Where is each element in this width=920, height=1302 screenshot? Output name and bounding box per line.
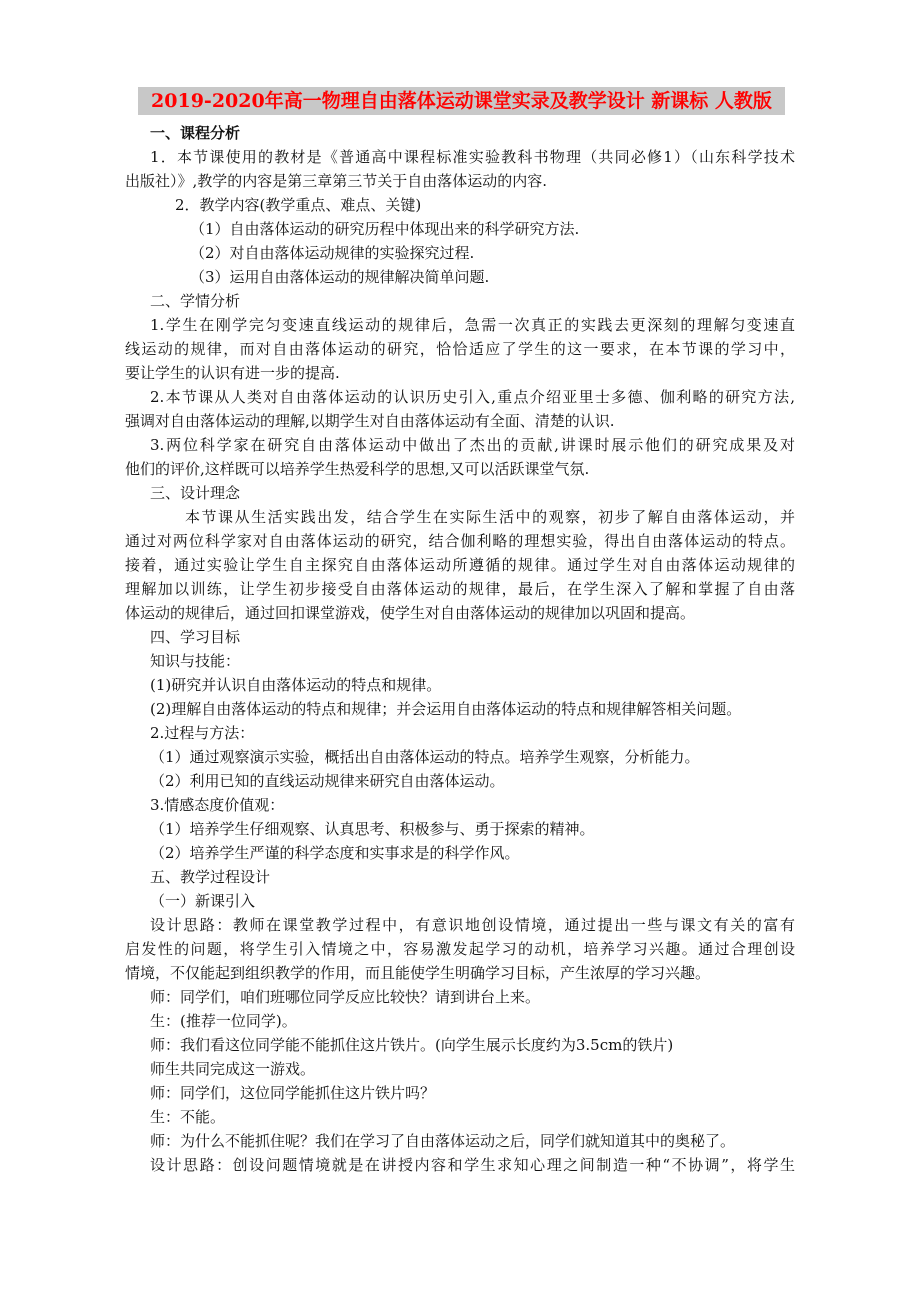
paragraph-line: 本节课从生活实践出发，结合学生在实际生活中的观察，初步了解自由落体运动，并 [185,508,795,526]
subheading: 3.情感态度价值观： [150,796,285,814]
dialogue-line: 师：为什么不能抓住呢？我们在学习了自由落体运动之后，同学们就知道其中的奥秘了。 [150,1132,736,1150]
list-item: （1）培养学生仔细观察、认真思考、积极参与、勇于探索的精神。 [150,820,595,838]
list-item: （1）自由落体运动的研究历程中体现出来的科学研究方法. [190,220,580,238]
paragraph-line: 设计思路：创设问题情境就是在讲授内容和学生求知心理之间制造一种“不协调”，将学生 [150,1156,795,1174]
document-title: 2019-2020年高一物理自由落体运动课堂实录及教学设计 新课标 人教版 [138,87,785,115]
section-heading: 四、学习目标 [150,628,241,646]
paragraph-line: 2．教学内容(教学重点、难点、关键) [175,196,422,214]
paragraph-line: 要让学生的认识有进一步的提高. [125,364,340,382]
paragraph-line: 他们的评价,这样既可以培养学生热爱科学的思想,又可以活跃课堂气氛. [125,460,590,478]
paragraph-line: 3.两位科学家在研究自由落体运动中做出了杰出的贡献,讲课时展示他们的研究成果及对 [150,436,795,454]
dialogue-line: 师：我们看这位同学能不能抓住这片铁片。(向学生展示长度约为3.5cm的铁片) [150,1036,674,1054]
section-heading: 三、设计理念 [150,484,241,502]
dialogue-line: 师：同学们，咱们班哪位同学反应比较快？请到讲台上来。 [150,988,541,1006]
paragraph-line: 接着，通过实验让学生自主探究自由落体运动所遵循的规律。通过学生对自由落体运动规律的 [125,556,795,574]
subheading: 2.过程与方法： [150,724,255,742]
paragraph-line: 强调对自由落体运动的理解,以期学生对自由落体运动有全面、清楚的认识. [125,412,615,430]
section-heading: 五、教学过程设计 [150,868,271,886]
paragraph-line: 理解加以训练，让学生初步接受自由落体运动的规律，最后，在学生深入了解和掌握了自由落 [125,580,795,598]
paragraph-line: 体运动的规律后，通过回扣课堂游戏，使学生对自由落体运动的规律加以巩固和提高。 [125,604,696,622]
list-item: （2）利用已知的直线运动规律来研究自由落体运动。 [150,772,505,790]
list-item: （1）通过观察演示实验，概括出自由落体运动的特点。培养学生观察，分析能力。 [150,748,700,766]
dialogue-line: 师生共同完成这一游戏。 [150,1060,316,1078]
list-item: (1)研究并认识自由落体运动的特点和规律。 [150,676,442,694]
list-item: （2）培养学生严谨的科学态度和实事求是的科学作风。 [150,844,520,862]
dialogue-line: 生：(推荐一位同学)。 [150,1012,297,1030]
paragraph-line: 设计思路：教师在课堂教学过程中，有意识地创设情境，通过提出一些与课文有关的富有 [150,916,795,934]
dialogue-line: 生：不能。 [150,1108,226,1126]
paragraph-line: 情境，不仅能起到组织教学的作用，而且能使学生明确学习目标，产生浓厚的学习兴趣。 [125,964,711,982]
section-heading: 二、学情分析 [150,292,241,310]
subheading: 知识与技能： [150,652,241,670]
list-item: （3）运用自由落体运动的规律解决简单问题. [190,268,490,286]
paragraph-line: 通过对两位科学家对自由落体运动的研究，结合伽利略的理想实验，得出自由落体运动的特点。 [125,532,795,550]
subheading: （一）新课引入 [150,892,256,910]
paragraph-line: 启发性的问题，将学生引入情境之中，容易激发起学习的动机，培养学习兴趣。通过合理创设 [125,940,795,958]
paragraph-line: 线运动的规律，而对自由落体运动的研究，恰恰适应了学生的这一要求，在本节课的学习中， [125,340,795,358]
list-item: （2）对自由落体运动规律的实验探究过程. [190,244,475,262]
paragraph-line: 1.学生在刚学完匀变速直线运动的规律后，急需一次真正的实践去更深刻的理解匀变速直 [150,316,795,334]
paragraph-line: 出版社）》,教学的内容是第三章第三节关于自由落体运动的内容. [125,172,548,190]
paragraph-line: 2.本节课从人类对自由落体运动的认识历史引入,重点介绍亚里士多德、伽利略的研究方法, [150,388,795,406]
paragraph-line: 1．本节课使用的教材是《普通高中课程标准实验教科书物理（共同必修1）（山东科学技术 [150,148,795,166]
section-heading: 一、课程分析 [150,124,241,142]
list-item: (2)理解自由落体运动的特点和规律；并会运用自由落体运动的特点和规律解答相关问题。 [150,700,742,718]
dialogue-line: 师：同学们，这位同学能抓住这片铁片吗？ [150,1084,436,1102]
